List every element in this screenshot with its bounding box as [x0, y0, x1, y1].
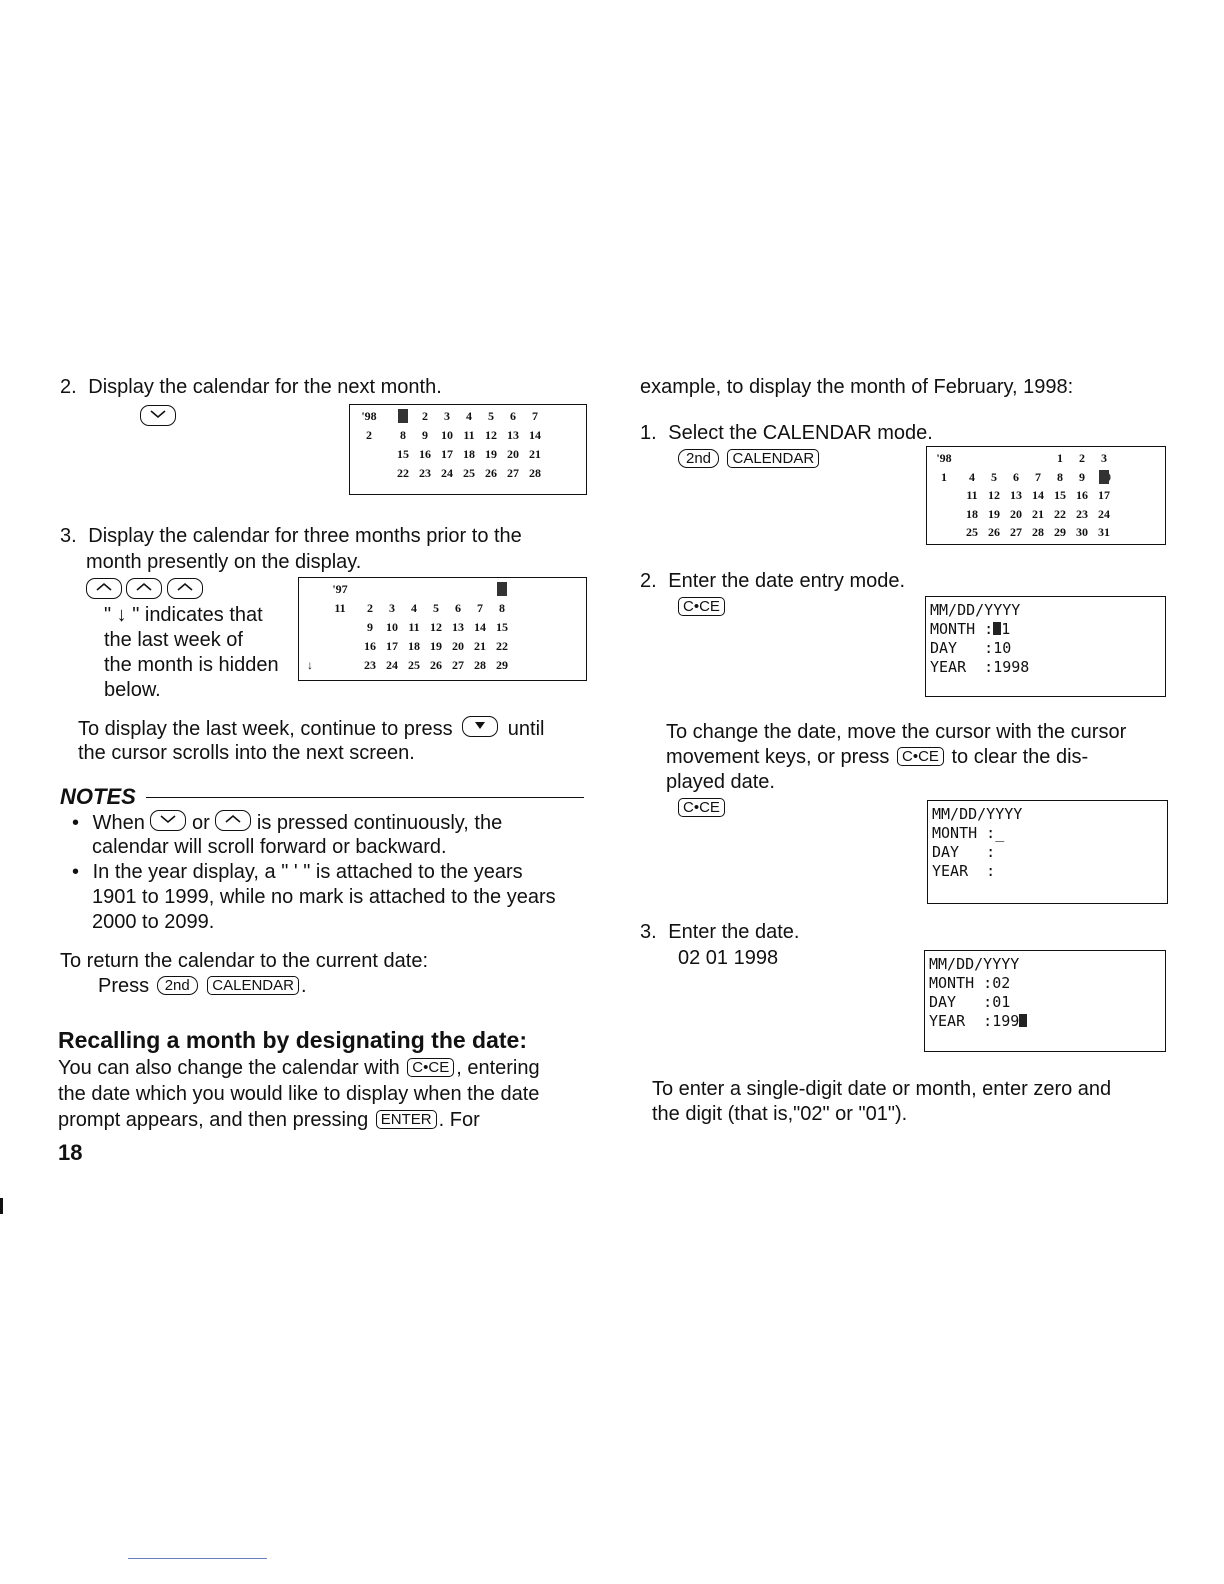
down-arrow-icon: [140, 405, 176, 426]
calendar-week-row: [350, 426, 586, 444]
calendar-day: 12: [430, 620, 442, 634]
lcd-line: DAY :01: [929, 993, 1011, 1011]
calendar-day: 28: [1032, 525, 1044, 539]
calendar-day: 28: [529, 466, 541, 480]
calendar-day: 25: [463, 466, 475, 480]
calendar-day: 4: [466, 409, 472, 423]
up-arrow-icon: [86, 578, 122, 599]
last-week-text: [78, 716, 544, 742]
calendar-day: 2: [422, 409, 428, 423]
calendar-day: 13: [507, 428, 519, 442]
calendar-key: CALENDAR: [207, 976, 299, 995]
calendar-day: 15: [1054, 488, 1066, 502]
step-text: Display the calendar for three months prior to the: [88, 525, 522, 547]
calendar-day: 7: [1035, 469, 1041, 484]
change-text: To change the date, move the cursor with the cursor: [666, 721, 1127, 743]
calendar-day: 16: [364, 639, 376, 653]
step-text: Enter the date.: [668, 921, 800, 943]
step-text: Enter the date entry mode.: [668, 570, 906, 592]
text: Press: [98, 975, 150, 997]
text: movement keys, or press: [666, 746, 890, 768]
calendar-day: 23: [364, 658, 376, 672]
calendar-day: 20: [1010, 506, 1022, 521]
calendar-day: 18: [463, 447, 475, 461]
calendar-day: 6: [510, 409, 516, 423]
calendar-display-feb98: [349, 404, 587, 495]
lcd-label: MONTH :: [930, 620, 994, 638]
calendar-week-row: [299, 599, 586, 617]
text: You can also change the calendar with: [58, 1057, 400, 1079]
lcd-line: DAY :10: [930, 639, 1012, 657]
right-intro: example, to display the month of February, 1998:: [640, 376, 1074, 398]
step-number: 1.: [640, 422, 657, 444]
calendar-day: 19: [430, 639, 442, 653]
calendar-day: 9: [367, 620, 373, 634]
calendar-display-jan98: [926, 446, 1166, 545]
step-number: 2.: [60, 376, 77, 398]
calendar-month-label: '97: [332, 582, 348, 596]
hidden-week-arrow-icon: ↓: [307, 658, 313, 672]
calendar-month-label: 1: [941, 469, 947, 484]
calendar-day: 11: [966, 488, 978, 502]
calendar-day: 20: [452, 639, 464, 653]
calendar-day: 5: [433, 601, 439, 615]
calendar-day: 16: [419, 447, 431, 461]
left-step3: [60, 524, 522, 549]
calendar-day: 25: [408, 658, 420, 672]
calendar-day: 6: [455, 601, 461, 615]
recall-line3: [58, 1108, 480, 1133]
calendar-day: 25: [966, 525, 978, 539]
calendar-week-row: [350, 464, 586, 482]
calendar-week-row: [299, 618, 586, 636]
calendar-day: 13: [1010, 488, 1022, 502]
text: prompt appears, and then pressing: [58, 1109, 369, 1131]
calendar-day: 21: [529, 447, 541, 461]
calendar-day: 5: [488, 409, 494, 423]
lcd-line: YEAR :1998: [930, 658, 1030, 676]
recall-line2: the date which you would like to display when the date: [58, 1083, 540, 1105]
text: to clear the dis-: [951, 746, 1089, 768]
calendar-day: 8: [1057, 469, 1063, 484]
calendar-day: 17: [1098, 488, 1110, 502]
calendar-week-row: [299, 637, 586, 655]
calendar-day: 8: [499, 601, 505, 615]
calendar-month-label: 11: [334, 601, 346, 615]
change-text-2: [666, 745, 1088, 770]
calendar-month-label: '98: [361, 409, 377, 423]
calendar-day: 23: [1076, 506, 1088, 521]
calendar-day: 3: [389, 601, 395, 615]
calendar-day: 7: [477, 601, 483, 615]
note-line: below.: [104, 679, 161, 701]
calendar-day: 30: [1076, 525, 1088, 539]
text: or: [191, 812, 210, 834]
change-key: [676, 798, 727, 819]
right-step3: [640, 920, 799, 945]
calendar-day: 14: [529, 428, 541, 442]
recall-line1: [58, 1056, 540, 1081]
calendar-week-row: [299, 580, 586, 598]
calendar-day: 14: [474, 620, 486, 634]
text: . For: [438, 1109, 480, 1131]
calendar-day: 31: [1098, 525, 1110, 539]
change-text-3: played date.: [666, 771, 775, 793]
cce-key: C•CE: [678, 597, 725, 616]
calendar-day: 14: [1032, 488, 1044, 502]
calendar-week-row: [350, 445, 586, 463]
calendar-day: 20: [507, 447, 519, 461]
up-keys: [86, 578, 203, 602]
step-number: 2.: [640, 570, 657, 592]
right-step2: [640, 569, 905, 594]
calendar-day: 27: [1010, 525, 1022, 539]
notes-bullet1-cont: calendar will scroll forward or backward.: [92, 836, 447, 858]
calendar-day: 26: [430, 658, 442, 672]
calendar-day: 3: [1101, 451, 1107, 465]
down-triangle-icon: [462, 716, 498, 737]
calendar-day: 27: [452, 658, 464, 672]
notes-bullet2: [72, 860, 523, 885]
return-text: To return the calendar to the current date:: [60, 950, 428, 972]
calendar-day: 1: [400, 409, 406, 423]
calendar-day: 24: [441, 466, 453, 480]
calendar-day: 11: [463, 428, 475, 442]
text: .: [300, 975, 307, 997]
calendar-day: 23: [419, 466, 431, 480]
notes-bullet1: [72, 810, 502, 836]
text: When: [92, 812, 145, 834]
up-arrow-icon: [167, 578, 203, 599]
calendar-day: 24: [386, 658, 398, 672]
step-number: 3.: [60, 525, 77, 547]
calendar-month-label: 2: [366, 428, 372, 442]
text: To display the last week, continue to press: [78, 718, 453, 740]
bottom-rule: [128, 1558, 267, 1559]
calendar-day: 9: [422, 428, 428, 442]
calendar-day: 10: [441, 428, 453, 442]
section-heading: Recalling a month by designating the date:: [58, 1027, 527, 1053]
lcd-line: MONTH :_: [932, 824, 1005, 842]
down-arrow-icon: [150, 810, 186, 831]
calendar-day: 22: [1054, 506, 1066, 521]
single-digit-text: To enter a single-digit date or month, enter zero and: [652, 1078, 1112, 1100]
date-entry-display-2: [927, 800, 1168, 904]
lcd-line: MONTH :02: [929, 974, 1011, 992]
enter-key: ENTER: [376, 1110, 437, 1129]
calendar-day: 15: [496, 620, 508, 634]
bullet: •: [72, 861, 80, 883]
calendar-day: 2: [367, 601, 373, 615]
calendar-week-row: [927, 468, 1165, 486]
text: is pressed continuously, the: [256, 812, 503, 834]
left-step2: [60, 375, 442, 400]
calendar-day: 6: [1013, 469, 1019, 484]
calendar-day: 5: [991, 469, 997, 484]
calendar-week-row: [927, 505, 1165, 523]
single-digit-text-cont: the digit (that is,"02" or "01").: [652, 1103, 908, 1125]
calendar-day: 15: [397, 447, 409, 461]
notes-bullet2-cont: 1901 to 1999, while no mark is attached to the years: [92, 886, 556, 908]
date-value: 02 01 1998: [678, 947, 779, 969]
calendar-day: 19: [485, 447, 497, 461]
date-entry-display-3: [924, 950, 1166, 1052]
calendar-day: 24: [1098, 506, 1110, 521]
cursor-icon: [1019, 1014, 1027, 1027]
calendar-day: 10: [386, 620, 398, 634]
text: until: [507, 718, 545, 740]
text: In the year display, a " ' " is attached to the years: [92, 861, 523, 883]
bullet: •: [72, 812, 80, 834]
calendar-day: 19: [988, 506, 1000, 521]
calendar-day: 21: [474, 639, 486, 653]
calendar-week-row: [927, 523, 1165, 541]
calendar-day: 22: [397, 466, 409, 480]
step-text: Display the calendar for the next month.: [88, 376, 442, 398]
second-key: 2nd: [157, 976, 198, 995]
calendar-day: 26: [485, 466, 497, 480]
cce-key: C•CE: [407, 1058, 454, 1077]
calendar-key: CALENDAR: [727, 449, 819, 468]
calendar-day: 1: [1057, 451, 1063, 465]
page-number: 18: [58, 1140, 83, 1165]
calendar-day: 27: [507, 466, 519, 480]
calendar-day: 10: [1099, 469, 1111, 484]
calendar-day: 21: [1032, 506, 1044, 521]
calendar-day: 18: [408, 639, 420, 653]
lcd-label: YEAR :199: [929, 1012, 1020, 1030]
date-entry-display-1: [925, 596, 1166, 697]
calendar-day: 26: [988, 525, 1000, 539]
calendar-week-row: [927, 486, 1165, 504]
calendar-day: 17: [441, 447, 453, 461]
calendar-day: 13: [452, 620, 464, 634]
second-key: 2nd: [678, 449, 719, 468]
calendar-day: 7: [532, 409, 538, 423]
note-line: the month is hidden: [104, 654, 279, 676]
lcd-line: MM/DD/YYYY: [930, 601, 1021, 619]
cce-key: C•CE: [678, 798, 725, 817]
calendar-day: 29: [496, 658, 508, 672]
calendar-day: 4: [411, 601, 417, 615]
step2-key: [676, 597, 727, 618]
note-line: " ↓ " indicates that: [104, 604, 263, 626]
notes-rule: [146, 797, 584, 798]
calendar-day: 12: [485, 428, 497, 442]
calendar-day: 8: [400, 428, 406, 442]
lcd-line: MM/DD/YYYY: [929, 955, 1020, 973]
last-week-text-cont: the cursor scrolls into the next screen.: [78, 742, 415, 764]
step-text: Select the CALENDAR mode.: [668, 422, 933, 444]
calendar-week-row: [927, 449, 1165, 467]
step1-keys: [676, 449, 821, 470]
calendar-day: 17: [386, 639, 398, 653]
calendar-day: 12: [988, 488, 1000, 502]
lcd-value: 1: [1001, 620, 1011, 638]
calendar-day: 1: [499, 582, 505, 596]
cce-key: C•CE: [897, 747, 944, 766]
step-text-cont: month presently on the display.: [86, 551, 362, 573]
calendar-day: 29: [1054, 525, 1066, 539]
return-press: [98, 974, 307, 999]
calendar-day: 2: [1079, 451, 1085, 465]
notes-heading: NOTES: [60, 784, 136, 809]
calendar-display-nov97: [298, 577, 587, 681]
step-number: 3.: [640, 921, 657, 943]
calendar-day: 11: [408, 620, 420, 634]
note-line: the last week of: [104, 629, 243, 651]
right-step1: [640, 421, 933, 446]
up-arrow-icon: [215, 810, 251, 831]
lcd-line: [930, 620, 1165, 639]
calendar-week-row: [299, 656, 586, 674]
calendar-day: 28: [474, 658, 486, 672]
lcd-line: DAY :: [932, 843, 996, 861]
up-arrow-icon: [126, 578, 162, 599]
down-key: [140, 405, 176, 429]
calendar-day: 3: [444, 409, 450, 423]
text: , entering: [456, 1057, 540, 1079]
calendar-day: 16: [1076, 488, 1088, 502]
calendar-day: 18: [966, 506, 978, 521]
lcd-line: [929, 1012, 1165, 1031]
calendar-day: 4: [969, 469, 975, 484]
calendar-day: 22: [496, 639, 508, 653]
calendar-month-label: '98: [936, 451, 952, 465]
calendar-week-row: [350, 407, 586, 425]
margin-mark: [0, 1198, 3, 1214]
lcd-line: MM/DD/YYYY: [932, 805, 1023, 823]
notes-bullet2-cont: 2000 to 2099.: [92, 911, 215, 933]
lcd-line: YEAR :: [932, 862, 996, 880]
calendar-day: 9: [1079, 469, 1085, 484]
